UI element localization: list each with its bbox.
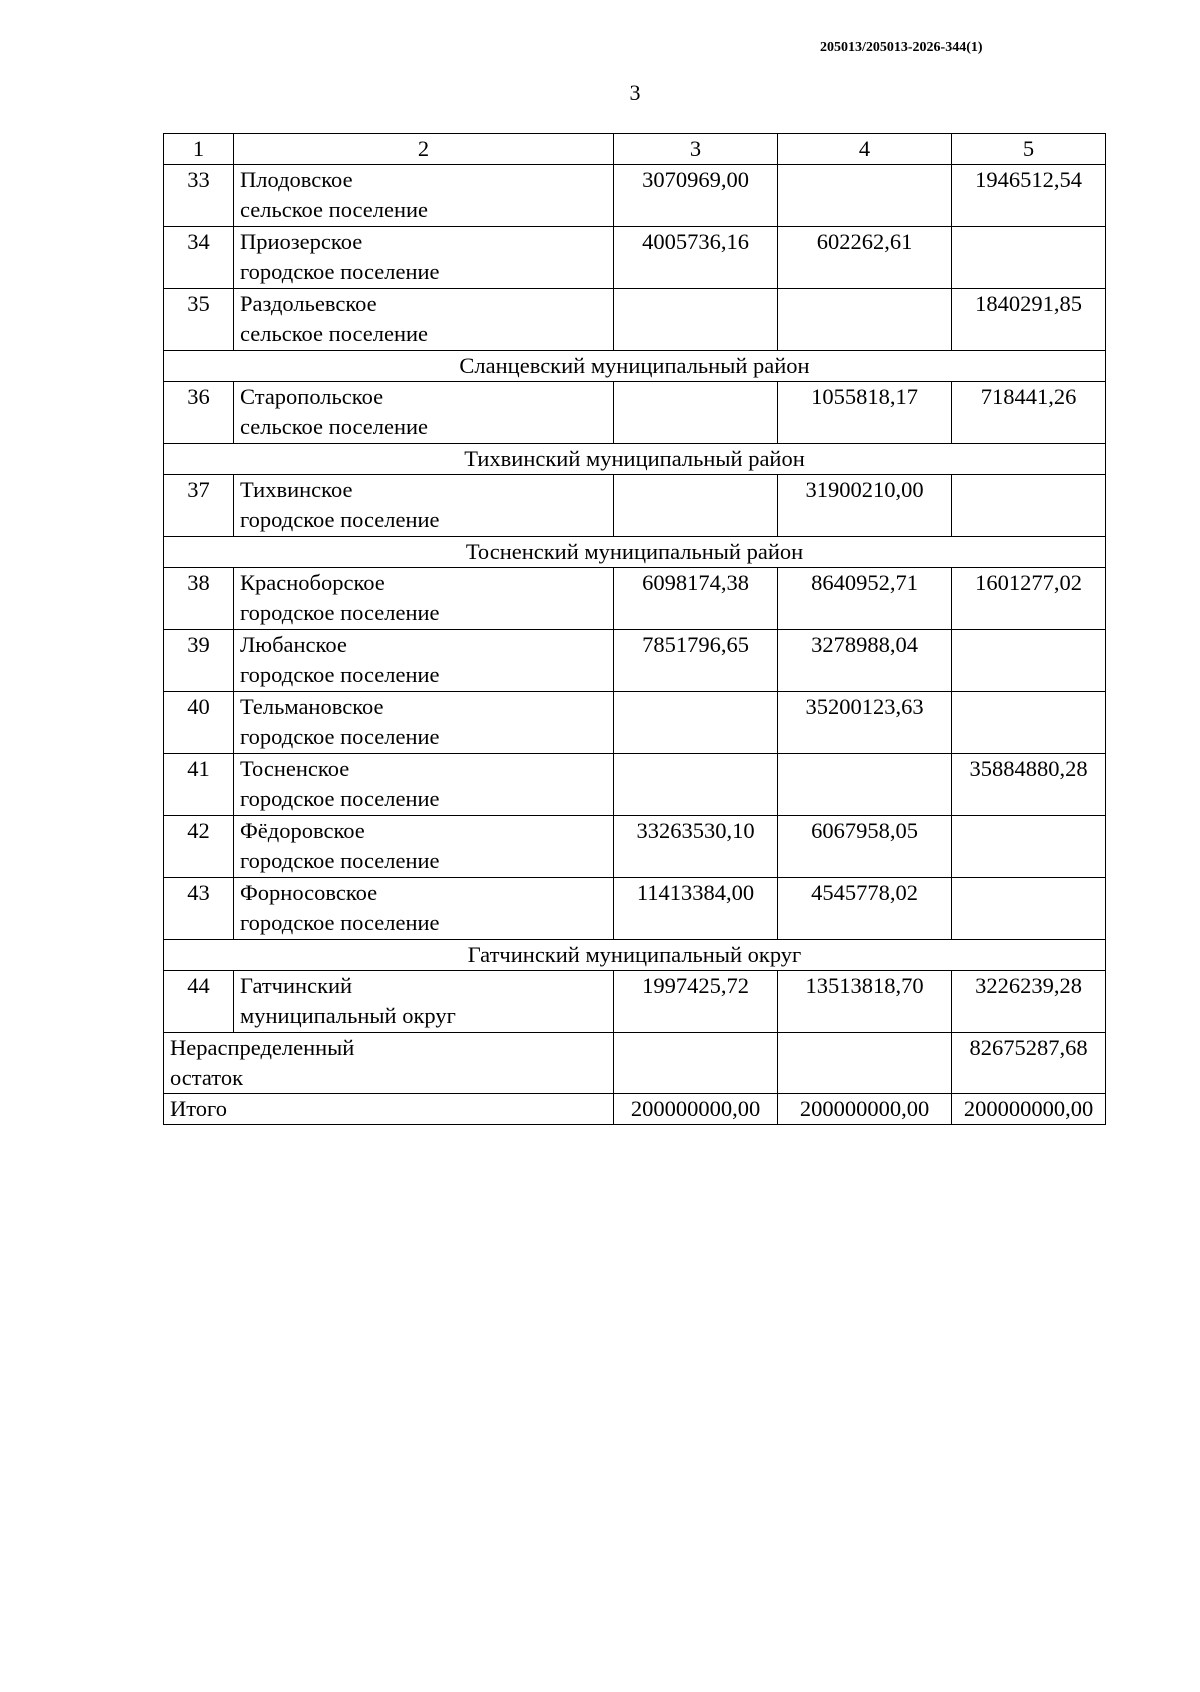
amount-cell: 35884880,28 <box>952 754 1106 816</box>
row-number: 38 <box>164 568 234 630</box>
table-row <box>164 227 1106 289</box>
settlement-name <box>234 692 614 754</box>
settlement-name <box>234 878 614 940</box>
cell-line: Старопольское <box>240 384 384 409</box>
settlement-name <box>234 227 614 289</box>
section-title: Гатчинский муниципальный округ <box>164 940 1106 971</box>
cell-line: Нераспределенный <box>170 1035 355 1060</box>
total-row <box>164 1033 1106 1094</box>
row-number: 34 <box>164 227 234 289</box>
amount-cell <box>778 289 952 351</box>
settlement-name <box>234 754 614 816</box>
column-header-row <box>164 134 1106 165</box>
cell-line: Тельмановское <box>240 694 384 719</box>
row-number: 33 <box>164 165 234 227</box>
cell-line: Тосненское <box>240 756 350 781</box>
settlement-name <box>234 165 614 227</box>
table-row <box>164 816 1106 878</box>
table-row <box>164 475 1106 537</box>
amount-cell: 8640952,71 <box>778 568 952 630</box>
column-header: 2 <box>234 134 614 165</box>
row-number: 37 <box>164 475 234 537</box>
cell-line: Плодовское <box>240 167 353 192</box>
cell-line: Гатчинский <box>240 973 353 998</box>
amount-cell: 6067958,05 <box>778 816 952 878</box>
table-row <box>164 382 1106 444</box>
cell-line: Раздольевское <box>240 291 377 316</box>
amount-cell <box>614 1033 778 1094</box>
cell-line: сельское поселение <box>240 414 429 439</box>
settlement-name <box>234 816 614 878</box>
cell-line: городское поселение <box>240 848 440 873</box>
amount-cell: 3278988,04 <box>778 630 952 692</box>
amount-cell: 33263530,10 <box>614 816 778 878</box>
cell-line: остаток <box>170 1065 244 1090</box>
amount-cell: 82675287,68 <box>952 1033 1106 1094</box>
settlement-name <box>234 568 614 630</box>
settlement-name <box>234 475 614 537</box>
section-title: Тосненский муниципальный район <box>164 537 1106 568</box>
amount-cell: 7851796,65 <box>614 630 778 692</box>
amount-cell <box>952 475 1106 537</box>
total-label <box>164 1033 614 1094</box>
amount-cell <box>778 754 952 816</box>
column-header: 1 <box>164 134 234 165</box>
cell-line: Тихвинское <box>240 477 353 502</box>
row-number: 44 <box>164 971 234 1033</box>
table-row <box>164 754 1106 816</box>
settlement-name <box>234 971 614 1033</box>
amount-cell: 718441,26 <box>952 382 1106 444</box>
table-row <box>164 568 1106 630</box>
cell-line: сельское поселение <box>240 197 429 222</box>
table-row <box>164 630 1106 692</box>
amount-cell: 11413384,00 <box>614 878 778 940</box>
amount-cell <box>614 475 778 537</box>
amount-cell <box>952 630 1106 692</box>
cell-line: Форносовское <box>240 880 378 905</box>
section-row <box>164 444 1106 475</box>
column-header: 5 <box>952 134 1106 165</box>
amount-cell: 35200123,63 <box>778 692 952 754</box>
amount-cell: 31900210,00 <box>778 475 952 537</box>
cell-line: городское поселение <box>240 910 440 935</box>
cell-line: муниципальный округ <box>240 1003 456 1028</box>
section-row <box>164 940 1106 971</box>
cell-line: Любанское <box>240 632 347 657</box>
cell-line: Приозерское <box>240 229 363 254</box>
amount-cell: 13513818,70 <box>778 971 952 1033</box>
cell-line: городское поселение <box>240 786 440 811</box>
amount-cell: 200000000,00 <box>952 1094 1106 1125</box>
row-number: 39 <box>164 630 234 692</box>
page-number: 3 <box>629 80 641 105</box>
section-row <box>164 351 1106 382</box>
table-row <box>164 289 1106 351</box>
amount-cell: 1055818,17 <box>778 382 952 444</box>
amount-cell: 4005736,16 <box>614 227 778 289</box>
amount-cell <box>614 289 778 351</box>
cell-line: городское поселение <box>240 600 440 625</box>
row-number: 42 <box>164 816 234 878</box>
column-header: 3 <box>614 134 778 165</box>
amount-cell: 602262,61 <box>778 227 952 289</box>
amount-cell <box>952 878 1106 940</box>
amount-cell: 1840291,85 <box>952 289 1106 351</box>
amount-cell: 6098174,38 <box>614 568 778 630</box>
section-title: Тихвинский муниципальный район <box>164 444 1106 475</box>
section-title: Сланцевский муниципальный район <box>164 351 1106 382</box>
table-row <box>164 971 1106 1033</box>
cell-line: Фёдоровское <box>240 818 365 843</box>
amount-cell: 1997425,72 <box>614 971 778 1033</box>
amount-cell: 200000000,00 <box>614 1094 778 1125</box>
total-label <box>164 1094 614 1125</box>
cell-line: городское поселение <box>240 724 440 749</box>
table-row <box>164 692 1106 754</box>
table-row <box>164 165 1106 227</box>
row-number: 35 <box>164 289 234 351</box>
amount-cell <box>952 816 1106 878</box>
document-id: 205013/205013-2026-344(1) <box>820 40 983 55</box>
amount-cell <box>778 1033 952 1094</box>
amount-cell <box>952 692 1106 754</box>
amount-cell: 3070969,00 <box>614 165 778 227</box>
amount-cell: 200000000,00 <box>778 1094 952 1125</box>
total-row <box>164 1094 1106 1125</box>
cell-line: городское поселение <box>240 259 440 284</box>
row-number: 41 <box>164 754 234 816</box>
cell-line: городское поселение <box>240 507 440 532</box>
amount-cell: 3226239,28 <box>952 971 1106 1033</box>
amount-cell <box>614 754 778 816</box>
amount-cell <box>952 227 1106 289</box>
row-number: 43 <box>164 878 234 940</box>
column-header: 4 <box>778 134 952 165</box>
cell-line: сельское поселение <box>240 321 429 346</box>
distribution-table <box>163 133 1106 1125</box>
row-number: 36 <box>164 382 234 444</box>
cell-line: городское поселение <box>240 662 440 687</box>
row-number: 40 <box>164 692 234 754</box>
cell-line: Итого <box>170 1096 227 1121</box>
amount-cell: 1946512,54 <box>952 165 1106 227</box>
settlement-name <box>234 289 614 351</box>
section-row <box>164 537 1106 568</box>
amount-cell: 4545778,02 <box>778 878 952 940</box>
amount-cell <box>614 382 778 444</box>
settlement-name <box>234 382 614 444</box>
amount-cell <box>778 165 952 227</box>
amount-cell: 1601277,02 <box>952 568 1106 630</box>
settlement-name <box>234 630 614 692</box>
table-row <box>164 878 1106 940</box>
cell-line: Красноборское <box>240 570 385 595</box>
amount-cell <box>614 692 778 754</box>
